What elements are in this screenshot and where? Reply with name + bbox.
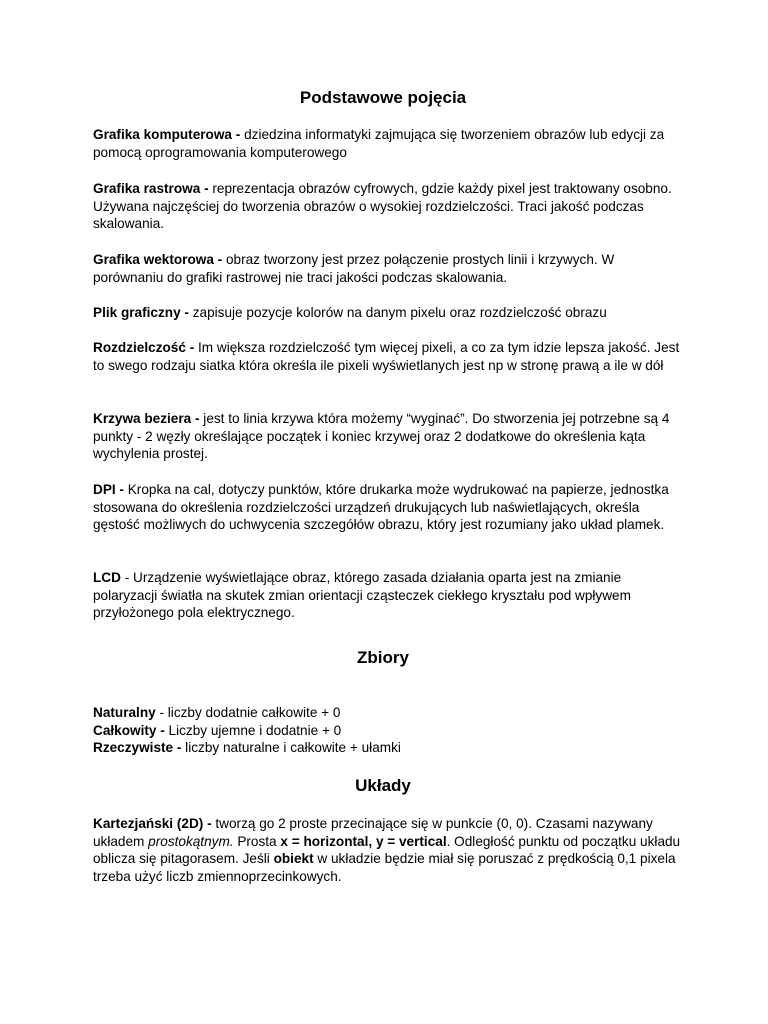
term: Naturalny bbox=[93, 705, 156, 720]
term: Rzeczywiste - bbox=[93, 740, 182, 756]
definition-text: dziedzina informatyki zajmująca się tworzeniem obrazów lub edycji za pomocą oprogramowania komputerowego bbox=[93, 127, 665, 160]
definition-text: jest to linia krzywa która możemy “wyginać”. Do stworzenia jej potrzebne są 4 punkty - 2 węzły określające początek i koniec krzywej oraz 2 dodatkowe do określenia kąta wychylenia prostej. bbox=[93, 411, 670, 462]
definition-lcd bbox=[93, 569, 683, 622]
definition-krzywa-beziera bbox=[93, 410, 683, 463]
definition-text: zapisuje pozycje kolorów na danym pixelu oraz rozdzielczość obrazu bbox=[188, 305, 607, 320]
term: LCD bbox=[93, 570, 121, 585]
definition-bold-obiekt: obiekt bbox=[273, 851, 314, 867]
definition-grafika-rastrowa bbox=[93, 180, 683, 233]
set-text: Liczby ujemne i dodatnie + 0 bbox=[164, 722, 342, 738]
definition-text-1: tworzą go 2 proste przecinające się w punkcie (0, 0). Czasami nazywany układem bbox=[93, 816, 653, 849]
definition-text-2: Prosta bbox=[233, 833, 281, 849]
term: Plik graficzny - bbox=[93, 305, 189, 320]
term: Krzywa beziera - bbox=[93, 411, 200, 426]
term: Grafika rastrowa - bbox=[93, 181, 209, 196]
definition-text: reprezentacja obrazów cyfrowych, gdzie każdy pixel jest traktowany osobno. Używana najczęściej do tworzenia obrazów o wysokiej rozdzielczości. Traci jakość podczas skalowania. bbox=[93, 181, 672, 232]
definition-text: obraz tworzony jest przez połączenie prostych linii i krzywych. W porównaniu do grafiki rastrowej nie traci jakości podczas skalowania. bbox=[93, 252, 615, 285]
definition-text: - Urządzenie wyświetlające obraz, którego zasada działania oparta jest na zmianie polaryzacji światła na skutek zmian orientacji cząsteczek ciekłego kryształu pod wpływem przyłożonego pola elektrycznego. bbox=[93, 570, 631, 621]
definition-italic: prostokątnym. bbox=[148, 833, 234, 849]
term: Grafika komputerowa - bbox=[93, 127, 241, 142]
definition-text: Im większa rozdzielczość tym więcej pixeli, a co za tym idzie lepsza jakość. Jest to swego rodzaju siatka która określa ile pixeli wyświetlanych jest np w stronę prawą a ile w dół bbox=[93, 340, 680, 373]
definition-grafika-wektorowa bbox=[93, 251, 683, 286]
term: Rozdzielczość - bbox=[93, 340, 195, 355]
definition-plik-graficzny bbox=[93, 304, 683, 322]
term: DPI - bbox=[93, 482, 124, 497]
set-naturalny bbox=[93, 704, 683, 722]
set-text: liczby naturalne i całkowite + ułamki bbox=[181, 740, 401, 756]
section-title-podstawowe: Podstawowe pojęcia bbox=[299, 88, 467, 107]
set-text: - liczby dodatnie całkowite + 0 bbox=[155, 705, 341, 720]
definition-dpi bbox=[93, 481, 683, 534]
definition-text-3: . Odległość punktu od początku układu oblicza się pitagorasem. Jeśli bbox=[93, 833, 681, 867]
set-rzeczywiste bbox=[93, 739, 683, 757]
term: Całkowity - bbox=[93, 722, 165, 738]
definition-rozdzielczosc bbox=[93, 339, 683, 374]
definition-bold-axes: x = horizontal, y = vertical bbox=[280, 833, 447, 849]
definition-kartezjanski bbox=[93, 815, 683, 886]
definition-text: Kropka na cal, dotyczy punktów, które drukarka może wydrukować na papierze, jednostka stosowana do określenia rozdzielczości urządzeń drukujących lub naświetlających, określa gęstość możliwych do uchwycenia szczegółów obrazu, który jest rozumiany jako układ plamek. bbox=[93, 482, 669, 533]
section-title-zbiory: Zbiory bbox=[357, 648, 409, 667]
set-calkowity bbox=[93, 722, 683, 740]
sets-list bbox=[93, 704, 683, 757]
definition-text-4: w układzie będzie miał się poruszać z prędkością 0,1 pixela trzeba użyć liczb zmiennoprzecinkowych. bbox=[93, 851, 676, 885]
term: Kartezjański (2D) - bbox=[93, 816, 212, 831]
section-title-uklady: Układy bbox=[355, 776, 411, 795]
definition-grafika-komputerowa bbox=[93, 126, 683, 161]
term: Grafika wektorowa - bbox=[93, 252, 223, 267]
